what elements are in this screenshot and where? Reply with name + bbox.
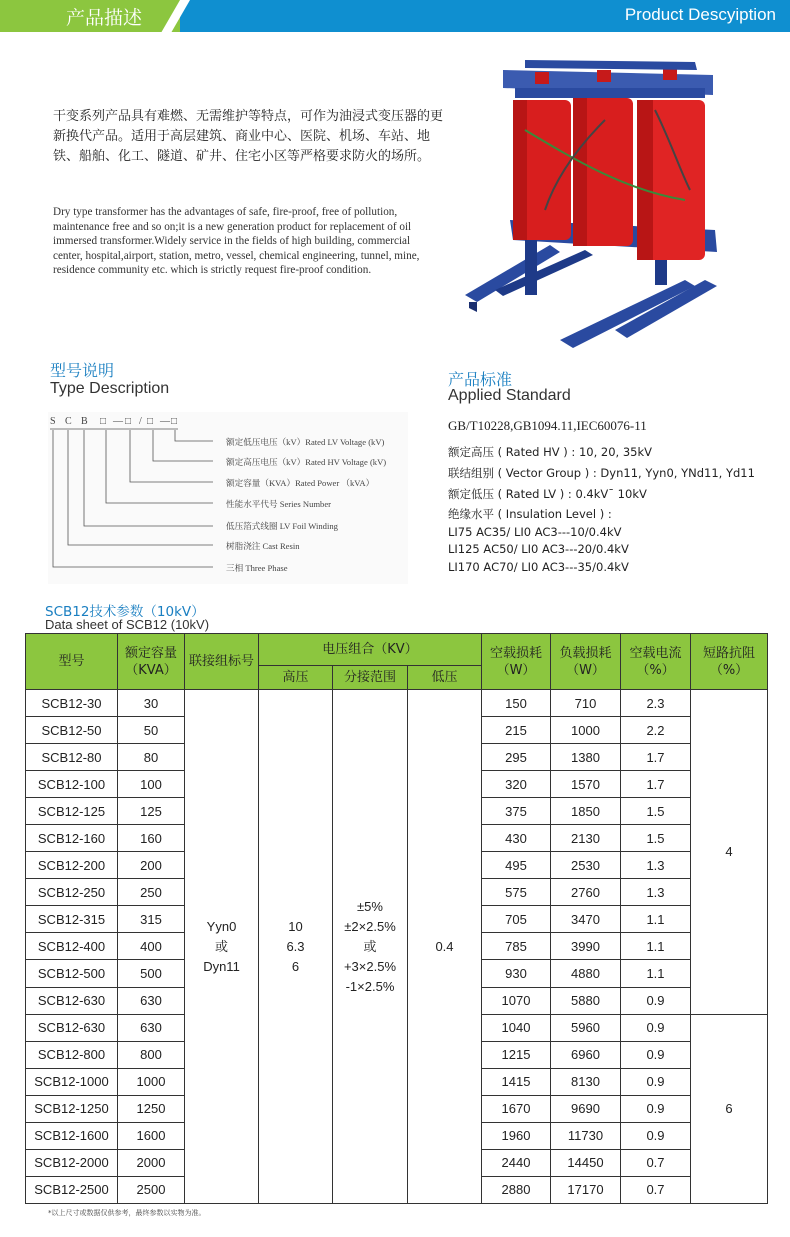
data-sheet-title-cn: SCB12技术参数（10kV） bbox=[45, 604, 205, 620]
type-description-title-en: Type Description bbox=[50, 380, 170, 397]
cell-no-load-loss: 320 bbox=[482, 771, 551, 798]
cell-model: SCB12-400 bbox=[26, 933, 118, 960]
type-label-rated-hv: 额定高压电压（kV）Rated HV Voltage (kV) bbox=[226, 457, 387, 467]
header-no-load-loss-line: 空载损耗 bbox=[489, 645, 542, 661]
cell-no-load-current: 1.3 bbox=[621, 852, 691, 879]
cell-model: SCB12-2000 bbox=[26, 1149, 118, 1176]
type-label-rated-power: 额定容量（KVA）Rated Power （kVA） bbox=[226, 478, 375, 488]
header-capacity-line: 额定容量 bbox=[124, 645, 177, 661]
cell-vector-group: Yyn0 或 Dyn11 bbox=[185, 690, 259, 1204]
cell-model: SCB12-160 bbox=[26, 825, 118, 852]
type-code-diagram bbox=[48, 412, 408, 584]
cell-capacity: 315 bbox=[118, 906, 185, 933]
type-code-char: B bbox=[81, 416, 88, 427]
cell-no-load-current: 1.5 bbox=[621, 798, 691, 825]
header-voltage-combo: 电压组合（KV） bbox=[259, 634, 482, 666]
cell-no-load-current: 1.3 bbox=[621, 879, 691, 906]
cell-no-load-current: 0.9 bbox=[621, 987, 691, 1014]
cell-capacity: 200 bbox=[118, 852, 185, 879]
cell-capacity: 2500 bbox=[118, 1176, 185, 1203]
cell-capacity: 630 bbox=[118, 1014, 185, 1041]
cell-lv: 0.4 bbox=[408, 690, 482, 1204]
cell-no-load-current: 0.9 bbox=[621, 1041, 691, 1068]
cell-model: SCB12-315 bbox=[26, 906, 118, 933]
cell-load-loss: 8130 bbox=[551, 1068, 621, 1095]
cell-load-loss: 14450 bbox=[551, 1149, 621, 1176]
cell-capacity: 500 bbox=[118, 960, 185, 987]
cell-load-loss: 2760 bbox=[551, 879, 621, 906]
cell-model: SCB12-1000 bbox=[26, 1068, 118, 1095]
header-model: 型号 bbox=[26, 634, 118, 690]
cell-no-load-loss: 930 bbox=[482, 960, 551, 987]
type-label-three-phase: 三相 Three Phase bbox=[226, 563, 288, 573]
cell-no-load-loss: 1415 bbox=[482, 1068, 551, 1095]
type-code-char: — bbox=[113, 416, 123, 427]
cell-capacity: 400 bbox=[118, 933, 185, 960]
cell-load-loss: 17170 bbox=[551, 1176, 621, 1203]
header-impedance bbox=[691, 634, 768, 690]
cell-load-loss: 11730 bbox=[551, 1122, 621, 1149]
cell-model: SCB12-50 bbox=[26, 717, 118, 744]
cell-capacity: 2000 bbox=[118, 1149, 185, 1176]
section-header bbox=[0, 0, 790, 32]
cell-capacity: 800 bbox=[118, 1041, 185, 1068]
cell-no-load-current: 2.2 bbox=[621, 717, 691, 744]
cell-capacity: 125 bbox=[118, 798, 185, 825]
cell-no-load-loss: 375 bbox=[482, 798, 551, 825]
cell-model: SCB12-125 bbox=[26, 798, 118, 825]
header-title-cn: 产品描述 bbox=[66, 7, 143, 29]
cell-no-load-current: 0.7 bbox=[621, 1176, 691, 1203]
header-capacity-unit: （KVA） bbox=[125, 662, 177, 678]
standard-line: LI125 AC50/ LI0 AC3---20/0.4kV bbox=[448, 542, 629, 556]
cell-load-loss: 3470 bbox=[551, 906, 621, 933]
header-no-load-loss-unit: （W） bbox=[496, 662, 536, 678]
cell-no-load-current: 1.1 bbox=[621, 906, 691, 933]
cell-capacity: 250 bbox=[118, 879, 185, 906]
cell-no-load-current: 1.1 bbox=[621, 960, 691, 987]
cell-no-load-loss: 2880 bbox=[482, 1176, 551, 1203]
cell-load-loss: 1850 bbox=[551, 798, 621, 825]
type-code-char: □ bbox=[125, 416, 132, 427]
cell-load-loss: 2530 bbox=[551, 852, 621, 879]
standard-line: 额定高压 ( Rated HV ) : 10, 20, 35kV bbox=[448, 445, 653, 459]
cell-model: SCB12-630 bbox=[26, 987, 118, 1014]
cell-capacity: 630 bbox=[118, 987, 185, 1014]
type-code-char: — bbox=[160, 416, 170, 427]
standard-line: LI170 AC70/ LI0 AC3---35/0.4kV bbox=[448, 560, 629, 574]
cell-no-load-current: 1.1 bbox=[621, 933, 691, 960]
cell-model: SCB12-630 bbox=[26, 1014, 118, 1041]
cell-no-load-current: 1.7 bbox=[621, 771, 691, 798]
cell-impedance: 4 bbox=[691, 690, 768, 1015]
intro-text-cn: 干变系列产品具有难燃、无需维护等特点，可作为油浸式变压器的更新换代产品。适用于高层建筑、商业中心、医院、机场、车站、地铁、船舶、化工、隧道、矿井、住宅小区等严格要求防火的场所。 bbox=[53, 109, 444, 164]
data-sheet-title-en: Data sheet of SCB12 (10kV) bbox=[45, 617, 210, 632]
type-label-rated-lv: 额定低压电压（kV）Rated LV Voltage (kV) bbox=[226, 437, 385, 447]
cell-no-load-loss: 430 bbox=[482, 825, 551, 852]
cell-no-load-loss: 1670 bbox=[482, 1095, 551, 1122]
header-impedance-unit: （%） bbox=[709, 662, 749, 678]
cell-capacity: 1000 bbox=[118, 1068, 185, 1095]
type-label-series-number: 性能水平代号 Series Number bbox=[226, 499, 332, 509]
cell-no-load-loss: 705 bbox=[482, 906, 551, 933]
header-load-loss-line: 负载损耗 bbox=[559, 645, 612, 661]
cell-no-load-current: 0.9 bbox=[621, 1068, 691, 1095]
standard-line: 联结组别 ( Vector Group ) : Dyn11, Yyn0, YNd11, Yd11 bbox=[448, 466, 755, 480]
cell-model: SCB12-800 bbox=[26, 1041, 118, 1068]
header-no-load-current bbox=[621, 634, 691, 690]
cell-no-load-loss: 1040 bbox=[482, 1014, 551, 1041]
cell-no-load-current: 0.9 bbox=[621, 1122, 691, 1149]
cell-no-load-loss: 215 bbox=[482, 717, 551, 744]
cell-no-load-loss: 785 bbox=[482, 933, 551, 960]
cell-load-loss: 6960 bbox=[551, 1041, 621, 1068]
cell-no-load-loss: 1215 bbox=[482, 1041, 551, 1068]
cell-no-load-loss: 495 bbox=[482, 852, 551, 879]
cell-no-load-loss: 1070 bbox=[482, 987, 551, 1014]
cell-capacity: 1250 bbox=[118, 1095, 185, 1122]
cell-capacity: 1600 bbox=[118, 1122, 185, 1149]
standard-gb: GB/T10228,GB1094.11,IEC60076-11 bbox=[448, 418, 647, 433]
cell-load-loss: 5960 bbox=[551, 1014, 621, 1041]
cell-model: SCB12-2500 bbox=[26, 1176, 118, 1203]
cell-capacity: 160 bbox=[118, 825, 185, 852]
standard-line: 绝缘水平 ( Insulation Level ) : bbox=[448, 507, 612, 521]
header-no-load-current-line: 空载电流 bbox=[629, 645, 682, 661]
cell-no-load-loss: 150 bbox=[482, 690, 551, 717]
applied-standard-title-en: Applied Standard bbox=[448, 387, 571, 404]
type-code-char: □ bbox=[171, 416, 178, 427]
footnote: *以上尺寸或数据仅供参考，最终参数以实物为准。 bbox=[48, 1209, 206, 1217]
header-no-load-loss bbox=[482, 634, 551, 690]
intro-text-en: Dry type transformer has the advantages of safe, fire-proof, free of pollution, maintenance free and so on;it is a new generation product for replacement of oil immersed transformer.Widely service in the fields of high building, commercial center, hospital,airport, station, metro, vessel, chemical engineering, tunnel, mine, residence community etc. which is strictly request fire-proof condition. bbox=[53, 206, 420, 276]
cell-no-load-loss: 575 bbox=[482, 879, 551, 906]
cell-no-load-current: 1.5 bbox=[621, 825, 691, 852]
cell-model: SCB12-100 bbox=[26, 771, 118, 798]
cell-model: SCB12-500 bbox=[26, 960, 118, 987]
type-code-char: / bbox=[139, 416, 142, 427]
cell-load-loss: 4880 bbox=[551, 960, 621, 987]
transformer-image bbox=[455, 40, 760, 355]
header-vector-group: 联接组标号 bbox=[185, 634, 259, 690]
table-row bbox=[26, 690, 768, 717]
type-code-char: □ bbox=[100, 416, 107, 427]
header-tap-range: 分接范围 bbox=[333, 666, 408, 690]
spec-table bbox=[25, 633, 768, 1204]
cell-no-load-loss: 2440 bbox=[482, 1149, 551, 1176]
cell-capacity: 30 bbox=[118, 690, 185, 717]
cell-no-load-current: 0.9 bbox=[621, 1095, 691, 1122]
cell-load-loss: 1380 bbox=[551, 744, 621, 771]
cell-load-loss: 710 bbox=[551, 690, 621, 717]
cell-no-load-loss: 1960 bbox=[482, 1122, 551, 1149]
cell-no-load-current: 0.9 bbox=[621, 1014, 691, 1041]
cell-capacity: 100 bbox=[118, 771, 185, 798]
type-code-char: S bbox=[50, 416, 56, 427]
header-capacity bbox=[118, 634, 185, 690]
cell-model: SCB12-200 bbox=[26, 852, 118, 879]
cell-no-load-current: 2.3 bbox=[621, 690, 691, 717]
cell-impedance: 6 bbox=[691, 1014, 768, 1203]
cell-load-loss: 3990 bbox=[551, 933, 621, 960]
cell-load-loss: 2130 bbox=[551, 825, 621, 852]
cell-load-loss: 1000 bbox=[551, 717, 621, 744]
cell-load-loss: 1570 bbox=[551, 771, 621, 798]
type-code-char: C bbox=[65, 416, 72, 427]
type-code-char: □ bbox=[147, 416, 154, 427]
cell-model: SCB12-1250 bbox=[26, 1095, 118, 1122]
cell-model: SCB12-30 bbox=[26, 690, 118, 717]
cell-hv: 10 6.3 6 bbox=[259, 690, 333, 1204]
header-title-en: Product Descyiption bbox=[624, 5, 776, 24]
type-description-title-cn: 型号说明 bbox=[50, 361, 115, 380]
header-impedance-line: 短路抗阻 bbox=[702, 645, 755, 661]
header-hv: 高压 bbox=[259, 666, 333, 690]
cell-model: SCB12-250 bbox=[26, 879, 118, 906]
cell-model: SCB12-1600 bbox=[26, 1122, 118, 1149]
cell-no-load-loss: 295 bbox=[482, 744, 551, 771]
applied-standard-title-cn: 产品标准 bbox=[448, 370, 513, 389]
cell-load-loss: 9690 bbox=[551, 1095, 621, 1122]
cell-tap-range: ±5% ±2×2.5% 或 +3×2.5% -1×2.5% bbox=[333, 690, 408, 1204]
standard-line: LI75 AC35/ LI0 AC3---10/0.4kV bbox=[448, 525, 622, 539]
type-label-cast-resin: 树脂浇注 Cast Resin bbox=[226, 541, 300, 551]
cell-no-load-current: 0.7 bbox=[621, 1149, 691, 1176]
spec-table-body bbox=[26, 690, 768, 1204]
standard-line: 额定低压 ( Rated LV ) : 0.4kV¯ 10kV bbox=[448, 487, 647, 501]
header-lv: 低压 bbox=[408, 666, 482, 690]
cell-capacity: 80 bbox=[118, 744, 185, 771]
cell-model: SCB12-80 bbox=[26, 744, 118, 771]
cell-no-load-current: 1.7 bbox=[621, 744, 691, 771]
type-label-lv-foil: 低压箔式线圈 LV Foil Winding bbox=[226, 521, 338, 531]
cell-capacity: 50 bbox=[118, 717, 185, 744]
cell-load-loss: 5880 bbox=[551, 987, 621, 1014]
header-no-load-current-unit: （%） bbox=[636, 662, 675, 678]
header-load-loss-unit: （W） bbox=[566, 662, 605, 678]
header-load-loss bbox=[551, 634, 621, 690]
